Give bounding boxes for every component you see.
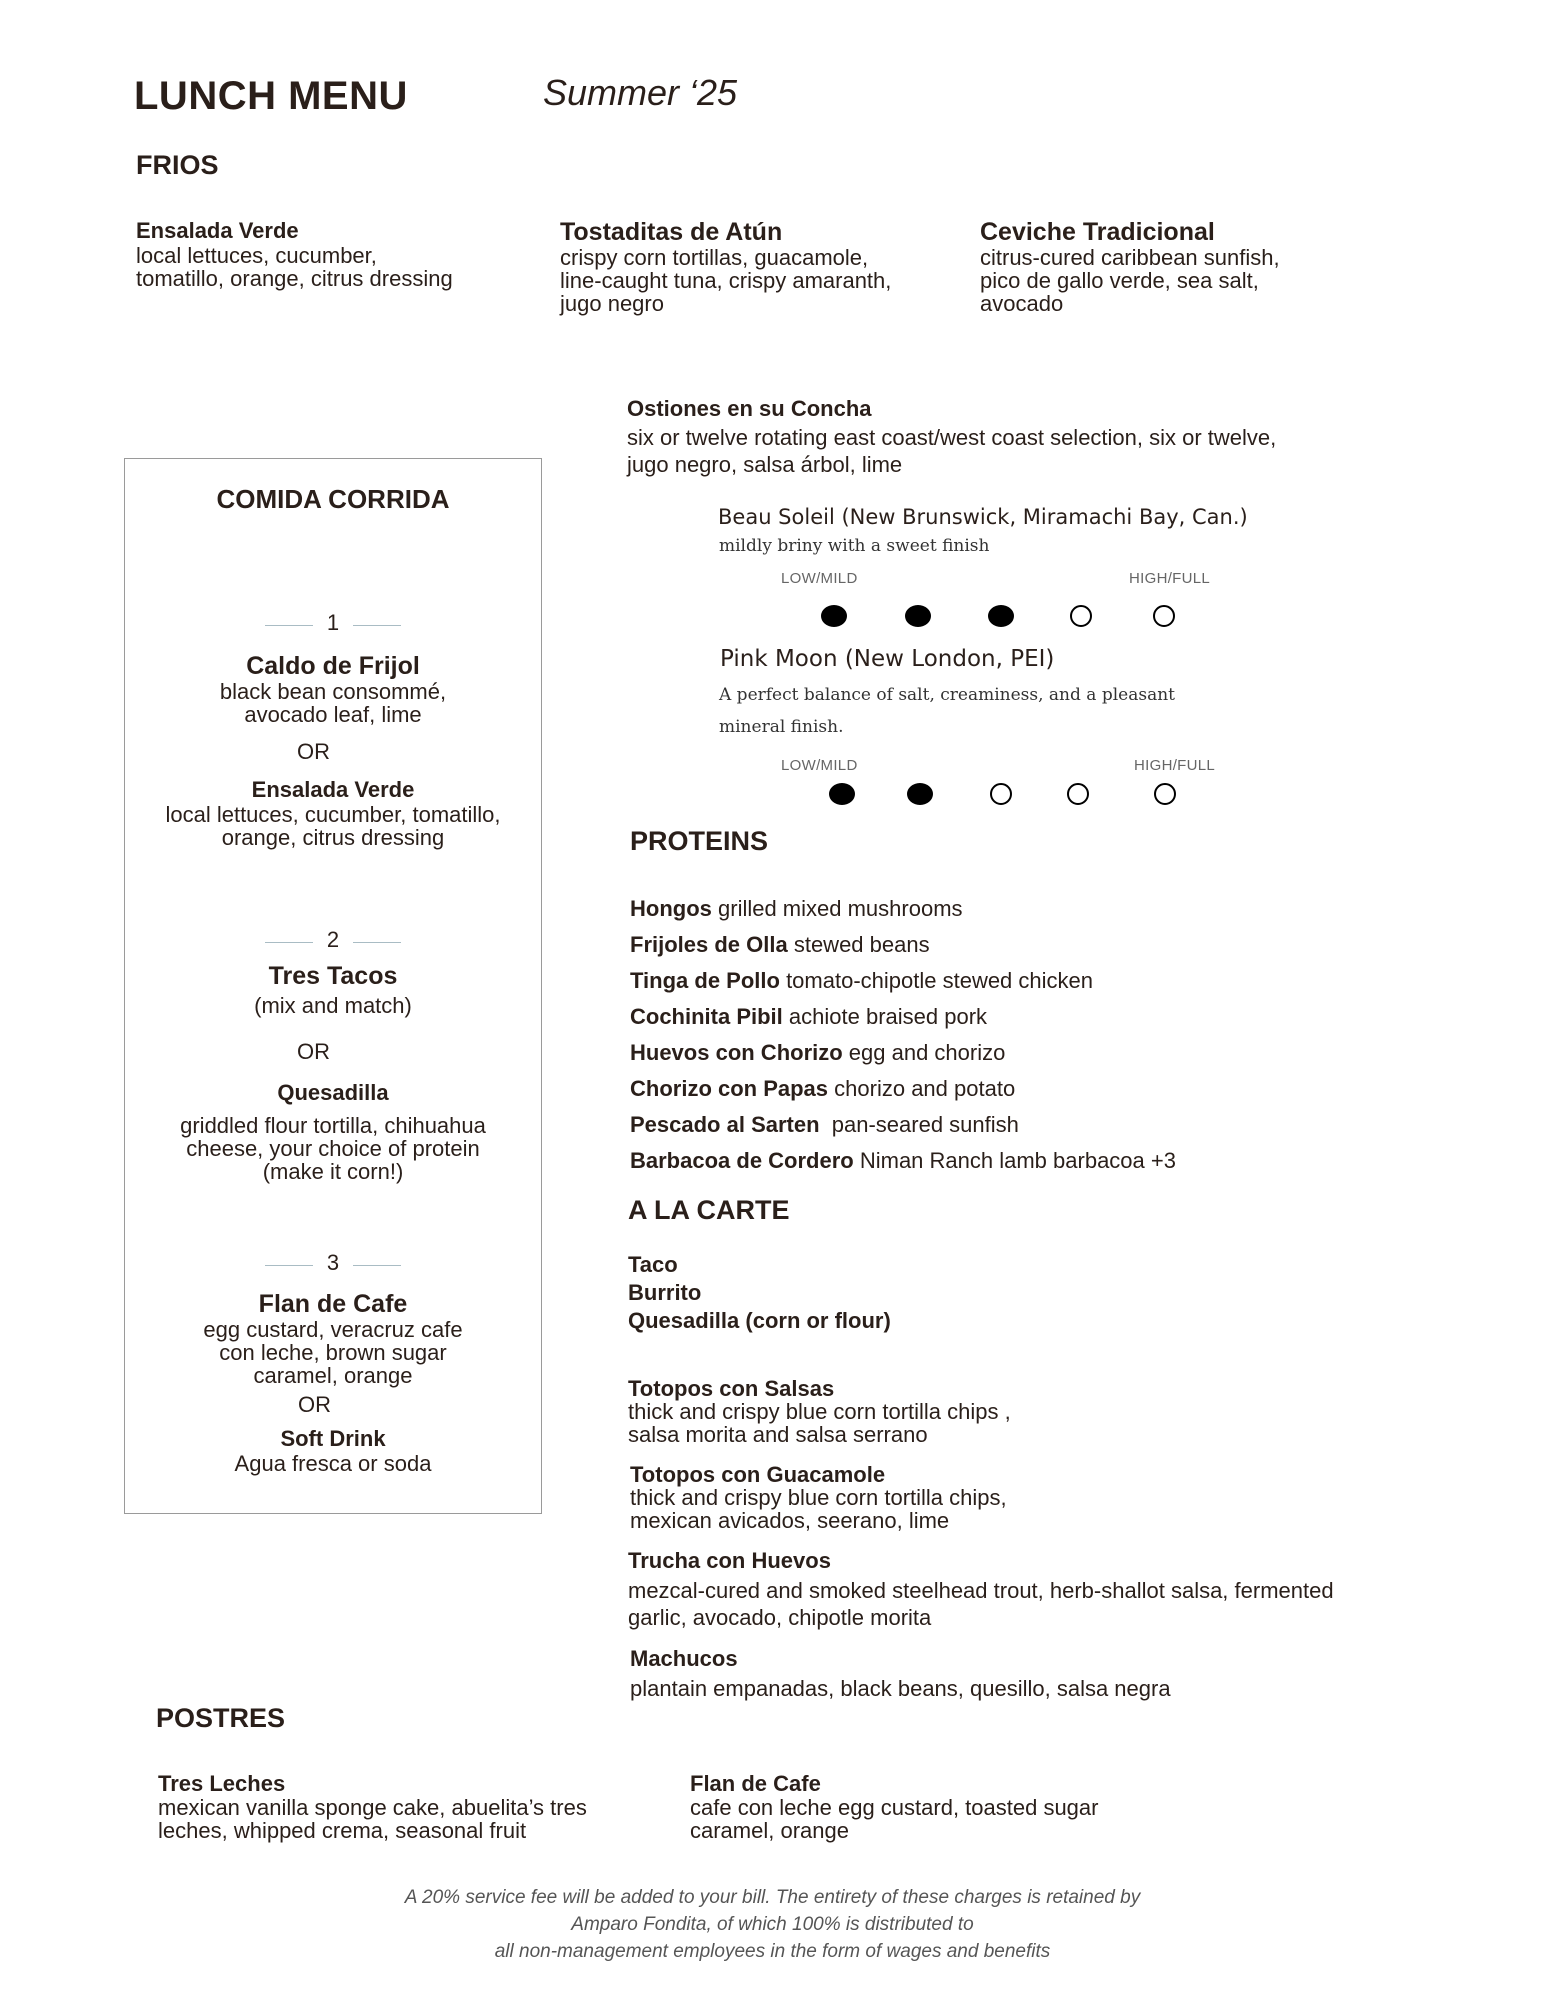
scale-dot (988, 605, 1014, 627)
scale-high-label: HIGH/FULL (1134, 757, 1216, 774)
item-name: Taco (628, 1252, 678, 1277)
item-name: Flan de Cafe (258, 1290, 408, 1318)
scale-dot (1153, 605, 1175, 627)
protein-item (630, 1143, 1176, 1179)
footer-line: all non-management employees in the form of wages and benefits (494, 1941, 1051, 1962)
protein-name: Pescado al Sarten (630, 1112, 820, 1137)
item-desc-line: con leche, brown sugar (219, 1340, 447, 1365)
postres-heading: POSTRES (156, 1703, 286, 1733)
item-desc-line: avocado leaf, lime (244, 702, 422, 727)
item-desc-line: jugo negro, salsa árbol, lime (627, 452, 903, 477)
item-desc-line: black bean consommé, (219, 679, 447, 704)
oyster-variety-note-line: A perfect balance of salt, creaminess, and a pleasant (719, 685, 1175, 705)
a-la-carte-item (628, 1378, 1011, 1446)
protein-name: Barbacoa de Cordero (630, 1148, 854, 1173)
item-name: Caldo de Frijol (246, 652, 420, 680)
item-name: Tres Tacos (268, 962, 398, 990)
protein-item (630, 963, 1176, 999)
item-desc-line: griddled flour tortilla, chihuahua (180, 1113, 486, 1138)
course-option (124, 1080, 542, 1183)
item-desc-line: plantain empanadas, black beans, quesillo, salsa negra (630, 1676, 1171, 1701)
course-option (124, 777, 542, 849)
item-desc-line: jugo negro (560, 291, 664, 316)
course-marker (124, 1250, 542, 1276)
item-desc-line: (make it corn!) (262, 1159, 404, 1184)
a-la-carte-item (630, 1646, 1171, 1702)
item-desc-line: thick and crispy blue corn tortilla chips, (630, 1485, 1007, 1510)
scale-dot (905, 605, 931, 627)
protein-desc: chorizo and potato (828, 1076, 1016, 1101)
protein-item (630, 891, 1176, 927)
course-marker (124, 610, 542, 636)
scale-low-label: LOW/MILD (781, 757, 858, 774)
item-desc-line: citrus-cured caribbean sunfish, (980, 245, 1280, 270)
protein-desc: achiote braised pork (782, 1004, 988, 1029)
scale-low-label: LOW/MILD (781, 570, 858, 587)
protein-item (630, 1071, 1176, 1107)
frios-item (980, 218, 1280, 315)
course-option (124, 962, 542, 1017)
item-desc-line: caramel, orange (690, 1818, 849, 1843)
a-la-carte-item (630, 1464, 1007, 1532)
item-desc-line: mezcal-cured and smoked steelhead trout, herb-shallot salsa, fermented (628, 1578, 1334, 1603)
item-desc-line: (mix and match) (254, 993, 412, 1018)
or-label: OR (297, 1039, 330, 1064)
item-name: Totopos con Guacamole (630, 1462, 886, 1487)
protein-desc: grilled mixed mushrooms (711, 896, 963, 921)
footer-line: Amparo Fondita, of which 100% is distributed to (571, 1914, 974, 1935)
item-desc-line: leches, whipped crema, seasonal fruit (158, 1818, 527, 1843)
service-fee-notice (0, 1884, 1545, 1965)
item-desc-line: caramel, orange (253, 1363, 413, 1388)
proteins-heading: PROTEINS (630, 826, 769, 856)
or-label: OR (298, 1392, 331, 1417)
item-name: Ensalada Verde (136, 218, 299, 243)
oyster-variety-name: Pink Moon (New London, PEI) (720, 646, 1055, 672)
scale-dot (829, 783, 855, 805)
course-number: 2 (326, 927, 340, 952)
oysters-section (627, 396, 1276, 478)
protein-desc: Niman Ranch lamb barbacoa +3 (853, 1148, 1176, 1173)
scale-dot (1067, 783, 1089, 805)
a-la-carte-simple (628, 1251, 891, 1335)
scale-dot (907, 783, 933, 805)
item-desc-line: cheese, your choice of protein (186, 1136, 480, 1161)
protein-name: Cochinita Pibil (630, 1004, 783, 1029)
item-desc-line: avocado (980, 291, 1064, 316)
item-desc-line: six or twelve rotating east coast/west coast selection, six or twelve, (627, 425, 1277, 450)
protein-name: Huevos con Chorizo (630, 1040, 843, 1065)
course-option (124, 1426, 542, 1475)
item-desc-line: egg custard, veracruz cafe (203, 1317, 463, 1342)
divider (353, 942, 401, 943)
item-name: Quesadilla (277, 1080, 389, 1105)
scale-dot (1154, 783, 1176, 805)
item-name: Quesadilla (corn or flour) (628, 1308, 891, 1333)
item-desc-line: garlic, avocado, chipotle morita (628, 1605, 932, 1630)
protein-desc: stewed beans (787, 932, 930, 957)
frios-item (560, 218, 891, 315)
a-la-carte-item (628, 1548, 1334, 1631)
item-name: Ensalada Verde (251, 777, 415, 802)
scale-dot (1070, 605, 1092, 627)
divider (265, 942, 313, 943)
a-la-carte-heading: A LA CARTE (628, 1195, 790, 1225)
item-desc-line: local lettuces, cucumber, (136, 243, 377, 268)
scale-dot (990, 783, 1012, 805)
item-desc-line: mexican vanilla sponge cake, abuelita’s tres (158, 1795, 587, 1820)
item-desc-line: line-caught tuna, crispy amaranth, (560, 268, 892, 293)
proteins-list (630, 891, 1176, 1179)
protein-name: Chorizo con Papas (630, 1076, 829, 1101)
course-option (124, 1290, 542, 1387)
course-number: 3 (326, 1250, 340, 1275)
postres-item (690, 1772, 1098, 1842)
scale-high-label: HIGH/FULL (1129, 570, 1211, 587)
item-desc-line: cafe con leche egg custard, toasted sugar (690, 1795, 1099, 1820)
item-name: Soft Drink (280, 1426, 386, 1451)
divider (265, 1265, 313, 1266)
divider (265, 625, 313, 626)
item-name: Machucos (630, 1646, 738, 1671)
item-desc-line: mexican avicados, seerano, lime (630, 1508, 950, 1533)
postres-item (158, 1772, 587, 1842)
item-name: Ceviche Tradicional (980, 218, 1215, 246)
item-name: Trucha con Huevos (628, 1548, 831, 1573)
protein-name: Tinga de Pollo (630, 968, 780, 993)
item-desc-line: crispy corn tortillas, guacamole, (560, 245, 869, 270)
frios-heading: FRIOS (136, 150, 219, 180)
protein-item (630, 927, 1176, 963)
protein-name: Frijoles de Olla (630, 932, 788, 957)
oyster-variety-name: Beau Soleil (New Brunswick, Miramachi Bay, Can.) (718, 505, 1248, 529)
menu-title: LUNCH MENU (134, 74, 408, 118)
course-number: 1 (326, 610, 340, 635)
item-name: Flan de Cafe (690, 1771, 821, 1796)
protein-item (630, 1107, 1176, 1143)
protein-desc: pan-seared sunfish (819, 1112, 1019, 1137)
item-name: Burrito (628, 1280, 702, 1305)
item-name: Tostaditas de Atún (560, 218, 783, 246)
frios-item (136, 218, 453, 290)
protein-desc: egg and chorizo (842, 1040, 1006, 1065)
course-marker (124, 927, 542, 953)
item-desc-line: local lettuces, cucumber, tomatillo, (165, 802, 501, 827)
item-name: Totopos con Salsas (628, 1376, 835, 1401)
or-label: OR (297, 739, 330, 764)
item-name: Ostiones en su Concha (627, 396, 872, 421)
divider (353, 1265, 401, 1266)
divider (353, 625, 401, 626)
item-desc-line: tomatillo, orange, citrus dressing (136, 266, 453, 291)
footer-line: A 20% service fee will be added to your bill. The entirety of these charges is retained by (404, 1887, 1141, 1908)
protein-name: Hongos (630, 896, 712, 921)
oyster-variety-note-line: mineral finish. (719, 717, 844, 737)
protein-item (630, 999, 1176, 1035)
protein-desc: tomato-chipotle stewed chicken (779, 968, 1094, 993)
item-desc-line: Agua fresca or soda (234, 1451, 432, 1476)
scale-dot (821, 605, 847, 627)
item-desc-line: salsa morita and salsa serrano (628, 1422, 928, 1447)
protein-item (630, 1035, 1176, 1071)
comida-corrida-heading: COMIDA CORRIDA (216, 484, 450, 514)
season-label: Summer ‘25 (543, 72, 738, 113)
item-desc-line: thick and crispy blue corn tortilla chips , (628, 1399, 1011, 1424)
item-name: Tres Leches (158, 1771, 286, 1796)
oyster-variety-note: mildly briny with a sweet finish (719, 536, 990, 556)
item-desc-line: pico de gallo verde, sea salt, (980, 268, 1259, 293)
course-option (124, 652, 542, 726)
item-desc-line: orange, citrus dressing (221, 825, 445, 850)
